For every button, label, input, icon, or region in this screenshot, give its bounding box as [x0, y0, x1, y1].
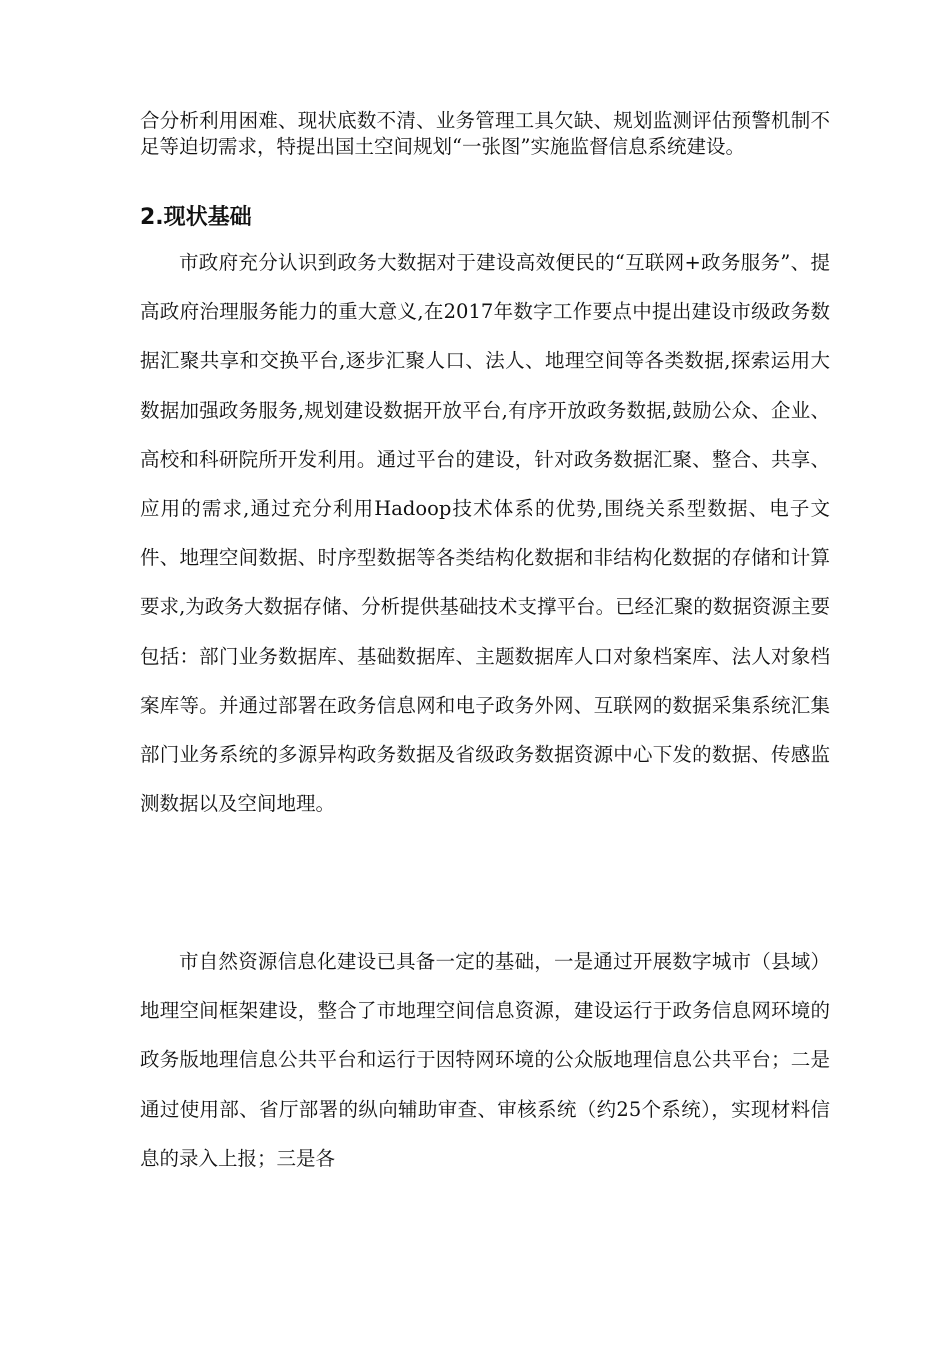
body-paragraph: 市自然资源信息化建设已具备一定的基础，一是通过开展数字城市（县域）地理空间框架建设，整合了市地理空间信息资源，建设运行于政务信息网环境的政务版地理信息公共平台和运行于因特网环境的公众版地理信息公共平台；二是通过使用部、省厅部署的纵向辅助审查、审核系统（约25个系统），实现材料信息的录入上报；三是各 — [140, 950, 830, 1170]
body-paragraph: 市政府充分认识到政务大数据对于建设高效便民的“互联网+政务服务”、提高政府治理服务能力的重大意义,在2017年数字工作要点中提出建设市级政务数据汇聚共享和交换平台,逐步汇聚人口、法人、地理空间等各类数据,探索运用大数据加强政务服务,规划建设数据开放平台,有序开放政务数据,鼓励公众、企业、高校和科研院所开发利用。通过平台的建设，针对政务数据汇聚、整合、共享、应用的需求,通过充分利用Hadoop技术体系的优势,围绕关系型数据、电子文件、地理空间数据、时序型数据等各类结构化数据和非结构化数据的存储和计算要求,为政务大数据存储、分析提供基础技术支撑平台。已经汇聚的数据资源主要包括：部门业务数据库、基础数据库、主题数据库人口对象档案库、法人对象档案库等。并通过部署在政务信息网和电子政务外网、互联网的数据采集系统汇集部门业务系统的多源异构政务数据及省级政务数据资源中心下发的数据、传感监测数据以及空间地理。 — [140, 251, 830, 816]
intro-paragraph: 合分析利用困难、现状底数不清、业务管理工具欠缺、规划监测评估预警机制不足等迫切需求，特提出国土空间规划“一张图”实施监督信息系统建设。 — [140, 109, 830, 158]
section-heading: 2.现状基础 — [140, 205, 252, 230]
